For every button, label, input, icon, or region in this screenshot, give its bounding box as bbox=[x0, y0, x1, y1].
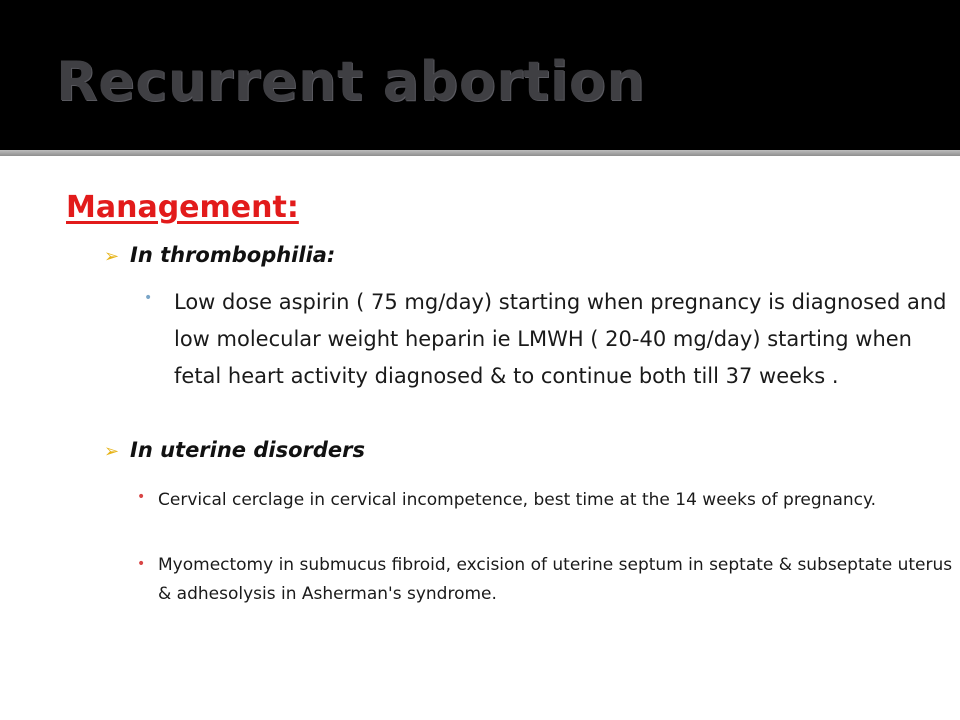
arrow-bullet-icon: ➢ bbox=[104, 246, 120, 267]
dot-bullet-icon: • bbox=[137, 556, 146, 572]
bullet-myomectomy: Myomectomy in submucus fibroid, excision of uterine septum in septate & subseptate uterus & adhesolysis in Asherman's syndrome. bbox=[158, 555, 953, 604]
subheading-thrombophilia bbox=[104, 243, 335, 267]
title-divider bbox=[0, 150, 960, 156]
subheading-label: In thrombophilia: bbox=[130, 243, 336, 267]
management-heading: Management: bbox=[66, 190, 299, 225]
slide-title: Recurrent abortion bbox=[56, 50, 646, 113]
subheading-label: In uterine disorders bbox=[130, 438, 366, 462]
title-bar bbox=[0, 0, 960, 150]
bullet-cervical-cerclage: Cervical cerclage in cervical incompetence, best time at the 14 weeks of pregnancy. bbox=[158, 490, 877, 510]
dot-bullet-icon: • bbox=[144, 290, 153, 306]
bullet-aspirin-lmwh: Low dose aspirin ( 75 mg/day) starting when pregnancy is diagnosed and low molecular weight heparin ie LMWH ( 20-40 mg/day) starting when fetal heart activity diagnosed & to continue both till 37 weeks . bbox=[174, 290, 947, 388]
dot-bullet-icon: • bbox=[137, 489, 146, 505]
arrow-bullet-icon: ➢ bbox=[104, 441, 120, 462]
subheading-uterine-disorders bbox=[104, 438, 365, 462]
